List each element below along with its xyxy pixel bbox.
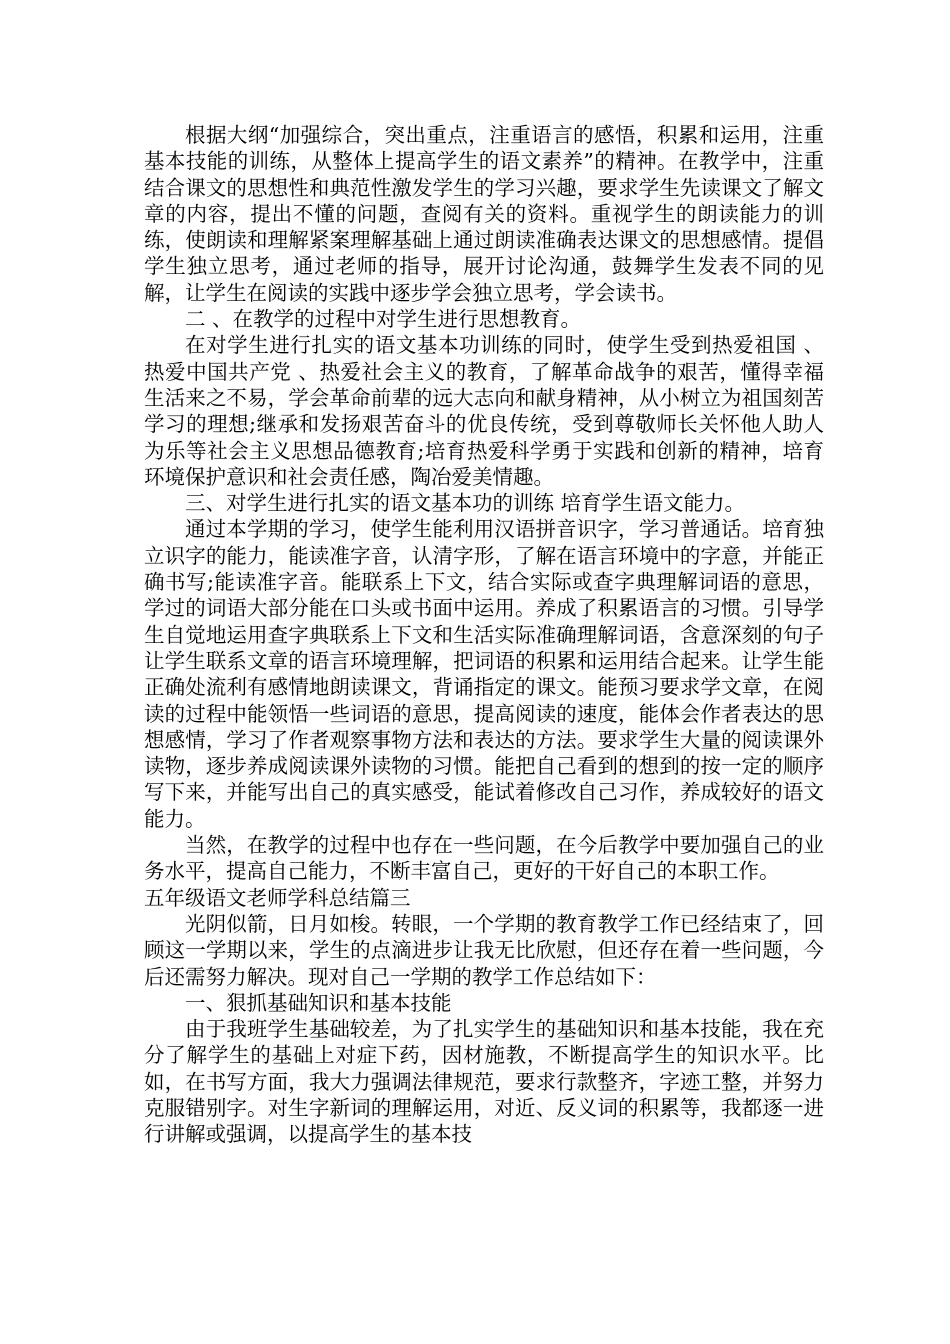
article-title: 五年级语文老师学科总结篇三	[144, 885, 411, 910]
section-heading-1: 一、狠抓基础知识和基本技能	[185, 990, 452, 1015]
section-heading-2: 二 、在教学的过程中对学生进行思想教育。	[185, 307, 582, 332]
document-page	[144, 122, 824, 1148]
body-paragraph-4: 当然，在教学的过程中也存在一些问题，在今后教学中要加强自己的业务水平，提高自己能力，不断丰富自己，更好的干好自己的本职工作。	[144, 833, 824, 884]
body-paragraph-3: 通过本学期的学习，使学生能利用汉语拼音识字，学习普通话。培育独立识字的能力，能读准字音，认清字形，了解在语言环境中的字意，并能正确书写;能读准字音。能联系上下文，结合实际或查字典理解词语的意思，学过的词语大部分能在口头或书面中运用。养成了积累语言的习惯。引导学生自觉地运用查字典联系上下文和生活实际准确理解词语，含意深刻的句子让学生联系文章的语言环境理解，把词语的积累和运用结合起来。让学生能正确处流利有感情地朗读课文，背诵指定的课文。能预习要求学文章，在阅读的过程中能领悟一些词语的意思，提高阅读的速度，能体会作者表达的思想感情，学习了作者观察事物方法和表达的方法。要求学生大量的阅读课外读物，逐步养成阅读课外读物的习惯。能把自己看到的想到的按一定的顺序写下来，并能写出自己的真实感受，能试着修改自己习作，养成较好的语文能力。	[144, 517, 824, 831]
body-paragraph-6: 由于我班学生基础较差，为了扎实学生的基础知识和基本技能，我在充分了解学生的基础上对症下药，因材施教，不断提高学生的知识水平。比如，在书写方面，我大力强调法律规范，要求行款整齐，字迹工整，并努力克服错别字。对生字新词的理解运用，对近、反义词的积累等，我都逐一进行讲解或强调，以提高学生的基本技	[144, 1017, 824, 1147]
body-paragraph-1: 根据大纲“加强综合，突出重点，注重语言的感悟，积累和运用，注重基本技能的训练，从整体上提高学生的语文素养”的精神。在教学中，注重结合课文的思想性和典范性激发学生的学习兴趣，要求学生先读课文了解文章的内容，提出不懂的问题，查阅有关的资料。重视学生的朗读能力的训练，使朗读和理解紧案理解基础上通过朗读准确表达课文的思想感情。提倡学生独立思考，通过老师的指导，展开讨论沟通，鼓舞学生发表不同的见解，让学生在阅读的实践中逐步学会独立思考，学会读书。	[144, 123, 824, 305]
body-paragraph-5: 光阴似箭，日月如梭。转眼，一个学期的教育教学工作已经结束了，回顾这一学期以来，学生的点滴进步让我无比欣慰，但还存在着一些问题，今后还需努力解决。现对自己一学期的教学工作总结如下：	[144, 911, 824, 989]
body-paragraph-2: 在对学生进行扎实的语文基本功训练的同时，使学生受到热爱祖国 、热爱中国共产党 、热爱社会主义的教育，了解革命战争的艰苦，懂得幸福生活来之不易，学会革命前辈的远大志向和献身精神，从小树立为祖国刻苦学习的理想;继承和发扬艰苦奋斗的优良传统，受到尊敬师长关怀他人助人为乐等社会主义思想品德教育;培育热爱科学勇于实践和创新的精神，培育环境保护意识和社会责任感，陶冶爱美情趣。	[144, 333, 824, 489]
section-heading-3: 三、对学生进行扎实的语文基本功的训练 培育学生语文能力。	[185, 491, 746, 516]
